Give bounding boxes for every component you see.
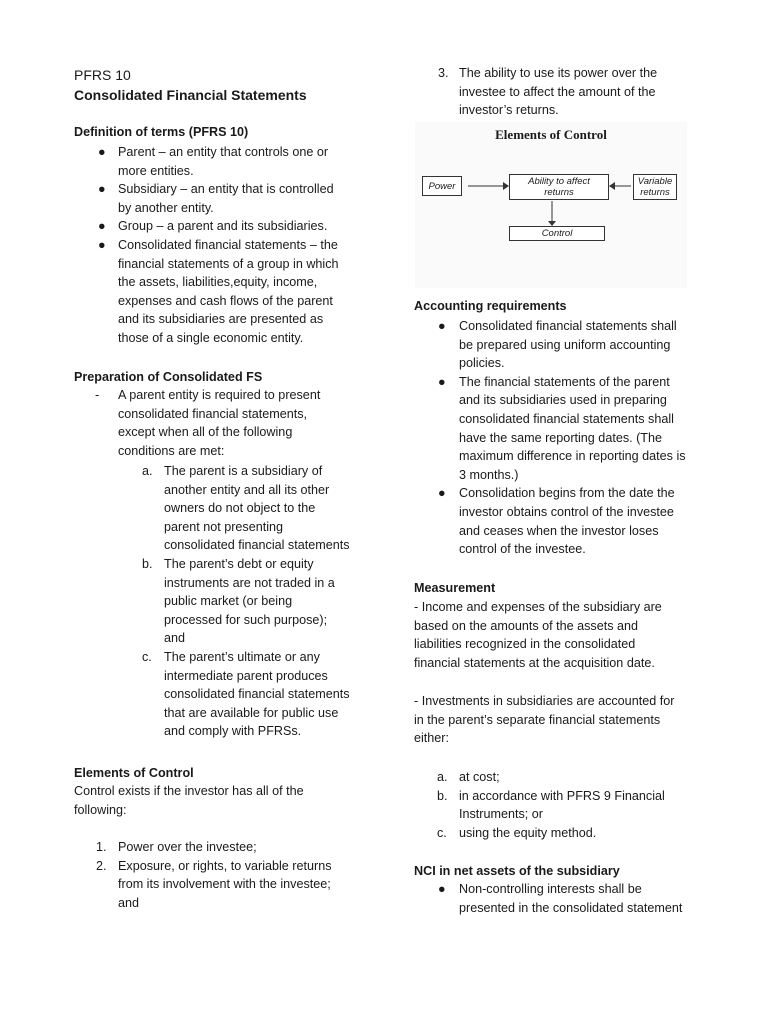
elements-intro-line-1: Control exists if the investor has all of the xyxy=(74,784,304,798)
nci-item-0-line-1: presented in the consolidated statement xyxy=(459,900,683,915)
measurement-option-marker-1: b. xyxy=(437,788,448,803)
definition-item-3-line-5: those of a single economic entity. xyxy=(118,331,304,345)
condition-marker-0: a. xyxy=(142,464,153,478)
figure-box-power: Power xyxy=(422,176,462,196)
element-item-1-line-2: and xyxy=(118,895,140,910)
definition-item-0-line-0: Parent – an entity that controls one or xyxy=(118,145,329,159)
accounting-heading: Accounting requirements xyxy=(414,299,567,313)
figure-title: Elements of Control xyxy=(495,127,607,142)
condition-item-2-line-2: consolidated financial statements xyxy=(164,687,350,702)
measurement-option-item-2-line-0: using the equity method. xyxy=(459,825,597,840)
definition-item-3-line-2: the assets, liabilities,equity, income, xyxy=(118,275,318,290)
condition-item-0-line-3: parent not presenting xyxy=(164,519,284,534)
definition-item-3-line-4: and its subsidiaries are presented as xyxy=(118,312,324,327)
measurement-option-item-1-line-1: Instruments; or xyxy=(459,807,543,822)
figure-box-control: Control xyxy=(509,226,605,241)
arrowhead-control xyxy=(548,221,556,226)
nci-bullet-0: ● xyxy=(438,882,446,896)
accounting-item-1-line-2: consolidated financial statements shall xyxy=(459,412,674,426)
accounting-item-2-line-0: Consolidation begins from the date the xyxy=(459,486,675,501)
measurement-option-marker-2: c. xyxy=(437,825,447,840)
condition-item-2-line-1: intermediate parent produces xyxy=(164,668,328,683)
condition-marker-1: b. xyxy=(142,557,153,571)
figure-box-ability-line-2: returns xyxy=(544,187,574,198)
figure-arrows xyxy=(415,122,687,288)
element-marker-0: 1. xyxy=(96,840,107,854)
preparation-intro-line-0: A parent entity is required to present xyxy=(118,388,321,402)
condition-item-1-line-4: and xyxy=(164,631,186,646)
definition-item-1-line-1: by another entity. xyxy=(118,200,214,215)
condition-item-1-line-0: The parent’s debt or equity xyxy=(164,557,314,571)
condition-item-0-line-2: owners do not object to the xyxy=(164,501,316,516)
accounting-item-0-line-2: policies. xyxy=(459,356,505,371)
accounting-item-1-line-3: have the same reporting dates. (The xyxy=(459,430,663,445)
accounting-bullet-0: ● xyxy=(438,319,446,333)
figure-box-ability-line-1: Ability to affect xyxy=(528,176,590,187)
definition-bullet-3: ● xyxy=(98,238,106,252)
accounting-item-0-line-0: Consolidated financial statements shall xyxy=(459,319,677,333)
measurement-heading: Measurement xyxy=(414,581,496,595)
nci-heading: NCI in net assets of the subsidiary xyxy=(414,864,620,878)
accounting-item-2-line-2: and ceases when the investor loses xyxy=(459,523,659,538)
element-item-1-line-1: from its involvement with the investee; xyxy=(118,877,331,892)
figure-box-variable-line-1: Variable xyxy=(637,176,673,187)
condition-item-2-line-3: that are available for public use xyxy=(164,705,339,720)
definition-item-1-line-0: Subsidiary – an entity that is controlled xyxy=(118,182,334,197)
condition-item-2-line-0: The parent’s ultimate or any xyxy=(164,650,320,664)
measurement-para1-line-2: liabilities recognized in the consolidated xyxy=(414,637,636,652)
measurement-para2-line-1: in the parent’s separate financial statements xyxy=(414,712,661,727)
definition-bullet-1: ● xyxy=(98,182,106,197)
measurement-option-item-0-line-0: at cost; xyxy=(459,770,500,784)
definition-item-3-line-0: Consolidated financial statements – the xyxy=(118,238,338,252)
accounting-item-2-line-3: control of the investee. xyxy=(459,542,586,557)
doc-subtitle: Consolidated Financial Statements xyxy=(74,87,307,103)
accounting-item-1-line-1: and its subsidiaries used in preparing xyxy=(459,393,667,408)
elements-heading: Elements of Control xyxy=(74,766,194,780)
definitions-heading: Definition of terms (PFRS 10) xyxy=(74,125,249,139)
arrowhead-variable xyxy=(609,182,615,190)
condition-item-1-line-3: processed for such purpose); xyxy=(164,612,328,627)
preparation-heading: Preparation of Consolidated FS xyxy=(74,370,263,384)
element-marker-2: 3. xyxy=(438,66,449,80)
element-item-2-line-1: investee to affect the amount of the xyxy=(459,84,656,99)
definition-item-0-line-1: more entities. xyxy=(118,163,194,178)
measurement-para2-line-2: either: xyxy=(414,731,450,746)
preparation-dash: - xyxy=(95,388,100,402)
element-item-2-line-2: investor’s returns. xyxy=(459,103,559,118)
measurement-para2-line-0: - Investments in subsidiaries are accounted for xyxy=(414,694,675,708)
preparation-intro-line-2: except when all of the following xyxy=(118,425,293,440)
element-item-0-line-0: Power over the investee; xyxy=(118,840,257,854)
measurement-para1-line-0: - Income and expenses of the subsidiary are xyxy=(414,600,662,614)
condition-item-1-line-1: instruments are not traded in a xyxy=(164,575,335,590)
condition-item-0-line-4: consolidated financial statements xyxy=(164,538,350,553)
accounting-bullet-1: ● xyxy=(438,374,446,389)
accounting-item-1-line-0: The financial statements of the parent xyxy=(459,374,670,389)
accounting-item-0-line-1: be prepared using uniform accounting xyxy=(459,337,671,352)
elements-intro-line-2: following: xyxy=(74,803,127,817)
definition-item-2-line-0: Group – a parent and its subsidiaries. xyxy=(118,219,328,234)
element-item-1-line-0: Exposure, or rights, to variable returns xyxy=(118,858,332,873)
doc-title: PFRS 10 xyxy=(74,67,131,83)
definition-item-3-line-1: financial statements of a group in which xyxy=(118,256,339,271)
elements-of-control-figure xyxy=(415,122,687,288)
condition-item-0-line-1: another entity and all its other xyxy=(164,482,330,497)
nci-item-0-line-0: Non-controlling interests shall be xyxy=(459,882,642,896)
condition-item-0-line-0: The parent is a subsidiary of xyxy=(164,464,323,478)
condition-marker-2: c. xyxy=(142,650,152,664)
arrowhead-power xyxy=(503,182,509,190)
definition-bullet-0: ● xyxy=(98,145,106,159)
definition-item-3-line-3: expenses and cash flows of the parent xyxy=(118,293,333,308)
accounting-item-1-line-5: 3 months.) xyxy=(459,467,519,482)
condition-item-1-line-2: public market (or being xyxy=(164,594,293,609)
preparation-intro-line-1: consolidated financial statements, xyxy=(118,406,308,421)
accounting-bullet-2: ● xyxy=(438,486,446,501)
accounting-item-1-line-4: maximum difference in reporting dates is xyxy=(459,449,686,464)
element-marker-1: 2. xyxy=(96,858,107,873)
preparation-intro-line-3: conditions are met: xyxy=(118,443,225,458)
measurement-option-marker-0: a. xyxy=(437,770,448,784)
accounting-item-2-line-1: investor obtains control of the investee xyxy=(459,505,674,519)
measurement-para1-line-3: financial statements at the acquisition date. xyxy=(414,655,655,670)
figure-box-variable-line-2: returns xyxy=(640,187,670,198)
measurement-option-item-1-line-0: in accordance with PFRS 9 Financial xyxy=(459,788,665,803)
measurement-para1-line-1: based on the amounts of the assets and xyxy=(414,618,639,633)
element-item-2-line-0: The ability to use its power over the xyxy=(459,66,658,80)
definition-bullet-2: ● xyxy=(98,219,106,234)
condition-item-2-line-4: and comply with PFRSs. xyxy=(164,724,302,739)
